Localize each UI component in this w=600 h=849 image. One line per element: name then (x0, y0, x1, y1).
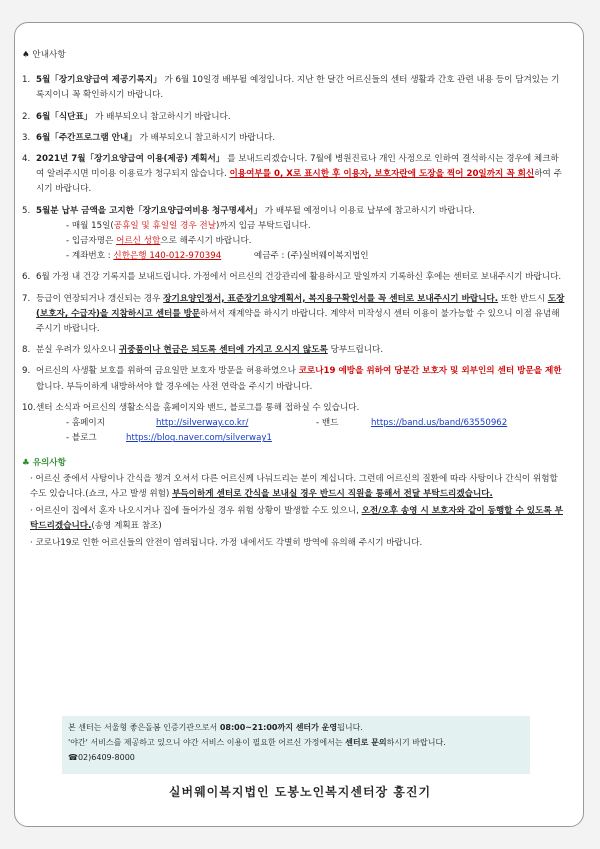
notice-item-3: 3. 6월「주간프로그램 안내」 가 배부되오니 참고하시기 바랍니다. (22, 132, 276, 143)
signature: 실버웨이복지법인 도봉노인복지센터장 홍진기 (168, 785, 432, 799)
caution-item-1: · 어르신 중에서 사탕이나 간식을 챙겨 오셔서 다른 어르신께 나눠드리는 분이 계십니다. 그런데 어르신의 질환에 따라 사탕이나 간식이 위험할 수도 있습니다.(쇼크, 사고 발생 위험) 부득이하게 센터로 간식을 보내실 경우 반드시 직원을 통해서 전달 부탁드리겠습니다. (30, 473, 558, 499)
depositor-name: - 입금자명은 어르신 성함으로 해주시기 바랍니다. (66, 236, 252, 247)
caution-item-3: · 코로나19로 인한 어르신들의 안전이 염려됩니다. 가정 내에서도 각별히 방역에 유의해 주시기 바랍니다. (30, 538, 423, 549)
homepage-link[interactable]: http://silverway.co.kr/ (156, 418, 249, 429)
notice-item-2: 2. 6월「식단표」 가 배부되오니 참고하시기 바랍니다. (22, 111, 231, 122)
homepage-row: - 홈페이지 http://silverway.co.kr/ - 밴드 https://band.us/band/63550962 (36, 416, 567, 431)
blog-row: - 블로그 https://blog.naver.com/silverway1 (36, 431, 567, 446)
reply-instruction: 이용여부를 0, X로 표시한 후 이용자, 보호자란에 도장을 찍어 20일까지 꼭 회신 (229, 169, 535, 180)
night-service: '야간' 서비스를 제공하고 있으니 야간 서비스 이용이 필요한 어르신 가정에서는 센터로 문의하시기 바랍니다. (68, 738, 446, 747)
notice-item-6: 6. 6월 가정 내 건강 기록지를 보내드립니다. 가정에서 어르신의 건강관리에 활용하시고 말일까지 기록하신 후에는 센터로 보내주시기 바랍니다. (22, 272, 562, 283)
notice-header: ♠ 안내사항 (22, 50, 66, 60)
notice-item-9: 9. 어르신의 사생활 보호를 위하여 금요일만 보호자 방문을 허용하였으나 코로나19 예방을 위하여 당분간 보호자 및 외부인의 센터 방문을 제한합니다. 부득이하게 내방하셔야 할 경우에는 사전 연락을 주시기 바랍니다. (22, 366, 562, 392)
notice-item-8: 8. 분실 우려가 있사오니 귀중품이나 현금은 되도록 센터에 가지고 오시지 않도록 당부드립니다. (22, 345, 384, 356)
blog-link[interactable]: https://blog.naver.com/silverway1 (126, 433, 272, 444)
operating-hours: 본 센터는 서울형 좋은돌봄 인증기관으로서 08:00~21:00까지 센터가 운영됩니다. (68, 723, 363, 732)
notice-item-1: 1. 5월「장기요양급여 제공기록지」 가 6월 10일경 배부될 예정입니다. 지난 한 달간 어르신들의 센터 생활과 간호 관련 내용 등이 담겨있는 기록지이니 꼭 확인하시기 바랍니다. (22, 75, 560, 101)
caution-item-2: · 어르신이 집에서 혼자 나오시거나 집에 들어가실 경우 위험 상황이 발생할 수도 있으니, 오전/오후 송영 시 보호자와 같이 동행할 수 있도록 부탁드리겠습니다.(송영 계획표 참조) (30, 506, 563, 532)
phone-number: ☎02)6409-8000 (68, 753, 135, 762)
notice-item-5: 5. 5월분 납부 금액을 고지한「장기요양급여비용 청구명세서」 가 배부될 예정이니 이용료 납부에 참고하시기 바랍니다. - 매월 15일(공휴일 및 휴일일 경우 전날)까지 입금 부탁드립니다. - 입금자명은 어르신 성함으로 해주시기 바랍니다. - 계좌번호 : 신한은행 140-012-970394 예금주 : (주)실버웨이복지법인 (22, 204, 567, 265)
notice-content (22, 48, 567, 554)
caution-title: ♣ 유의사항 (22, 458, 66, 469)
center-info-box (62, 716, 530, 774)
account-number: - 계좌번호 : 신한은행 140-012-970394 예금주 : (주)실버웨이복지법인 (66, 251, 369, 262)
notice-item-4: 4. 2021년 7월「장기요양급여 이용(제공) 계획서」 를 보내드리겠습니다. 7월에 병원진료나 개인 사정으로 인하여 결석하시는 경우에 체크하여 알려주시면 미이용 이용료가 청구되지 않습니다. 이용여부를 0, X로 표시한 후 이용자, 보호자란에 도장을 찍어 20일까지 꼭 회신하여 주시기 바랍니다. (22, 154, 562, 195)
notice-item-7: 7. 등급이 연장되거나 갱신되는 경우 장기요양인정서, 표준장기요양계획서, 복지용구확인서를 꼭 센터로 보내주시기 바랍니다. 또한 반드시 도장(보호자, 수급자)을 지참하시고 센터를 방문하셔서 재계약을 하시기 바랍니다. 계약서 미작성시 센터 이용이 불가능할 수 있으니 이점 유념해 주시기 바랍니다. (22, 293, 565, 335)
payment-deadline: - 매월 15일(공휴일 및 휴일일 경우 전날)까지 입금 부탁드립니다. (66, 220, 311, 231)
band-link[interactable]: https://band.us/band/63550962 (371, 418, 508, 429)
notice-item-10: 10. 센터 소식과 어르신의 생활소식을 홈페이지와 밴드, 블로그를 통해 접하실 수 있습니다. - 홈페이지 http://silverway.co.kr/ - 밴드 https://band.us/band/63550962 - 블로그 https://blog.naver.com/silverway1 (22, 401, 567, 447)
